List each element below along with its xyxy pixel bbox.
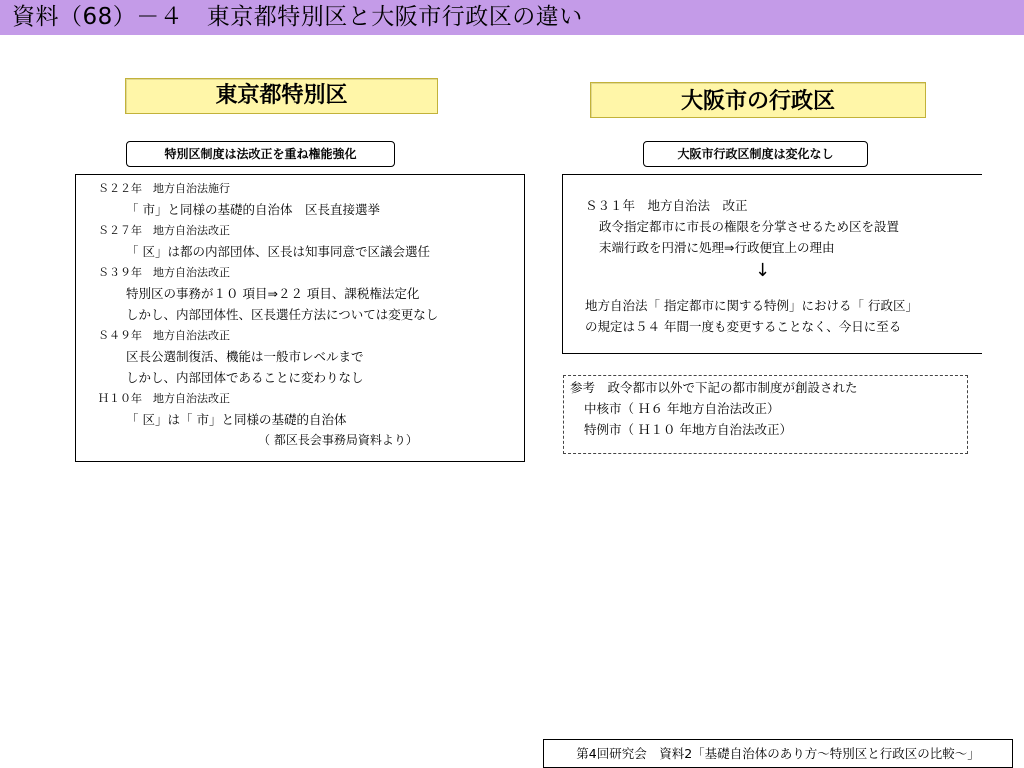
osaka-summary-label: 大阪市行政区制度は変化なし <box>643 141 868 167</box>
reference-note <box>563 375 968 454</box>
history-era: Ｓ４９年 地方自治法改正 <box>98 329 230 342</box>
tokyo-summary-label: 特別区制度は法改正を重ね権能強化 <box>126 141 395 167</box>
down-arrow-icon: ↓ <box>754 260 771 281</box>
page-title: 資料（68）－４ 東京都特別区と大阪市行政区の違い <box>0 0 1024 35</box>
source-credit: （ 都区長会事務局資料より） <box>258 433 418 447</box>
footer-caption: 第4回研究会 資料2「基礎自治体のあり方～特別区と行政区の比較～」 <box>543 739 1013 768</box>
history-era: Ｈ１０年 地方自治法改正 <box>98 392 230 405</box>
osaka-conclusion: 地方自治法「 指定都市に関する特例」における「 行政区」 <box>585 298 918 313</box>
history-detail: しかし、内部団体性、区長選任方法については変更なし <box>126 307 439 322</box>
tokyo-history-panel <box>75 174 525 462</box>
history-detail: 区長公選制復活、機能は一般市レベルまで <box>126 349 364 364</box>
history-era: Ｓ３９年 地方自治法改正 <box>98 266 230 279</box>
history-era: Ｓ２２年 地方自治法施行 <box>98 182 230 195</box>
history-detail: 「 区」は都の内部団体、区長は知事同意で区議会選任 <box>126 244 430 259</box>
history-detail: しかし、内部団体であることに変わりなし <box>126 370 364 385</box>
osaka-detail: 政令指定都市に市長の権限を分掌させるため区を設置 <box>599 219 900 234</box>
osaka-heading: 大阪市の行政区 <box>590 82 926 118</box>
history-detail: 特別区の事務が１０ 項目⇒２２ 項目、課税権法定化 <box>126 286 420 301</box>
history-era: Ｓ２７年 地方自治法改正 <box>98 224 230 237</box>
osaka-history-panel <box>562 174 982 354</box>
note-item: 特例市（ Ｈ１０ 年地方自治法改正） <box>584 422 792 437</box>
osaka-detail: 末端行政を円滑に処理⇒行政便宜上の理由 <box>599 240 835 255</box>
note-item: 中核市（ Ｈ６ 年地方自治法改正） <box>584 401 780 416</box>
history-detail: 「 市」と同様の基礎的自治体 区長直接選挙 <box>126 202 380 217</box>
osaka-conclusion: の規定は５４ 年間一度も変更することなく、今日に至る <box>585 319 902 334</box>
tokyo-heading: 東京都特別区 <box>125 78 438 114</box>
note-heading: 参考 政令都市以外で下記の都市制度が創設された <box>570 380 858 395</box>
history-detail: 「 区」は「 市」と同様の基礎的自治体 <box>126 412 347 427</box>
osaka-era: Ｓ３１年 地方自治法 改正 <box>585 198 748 213</box>
